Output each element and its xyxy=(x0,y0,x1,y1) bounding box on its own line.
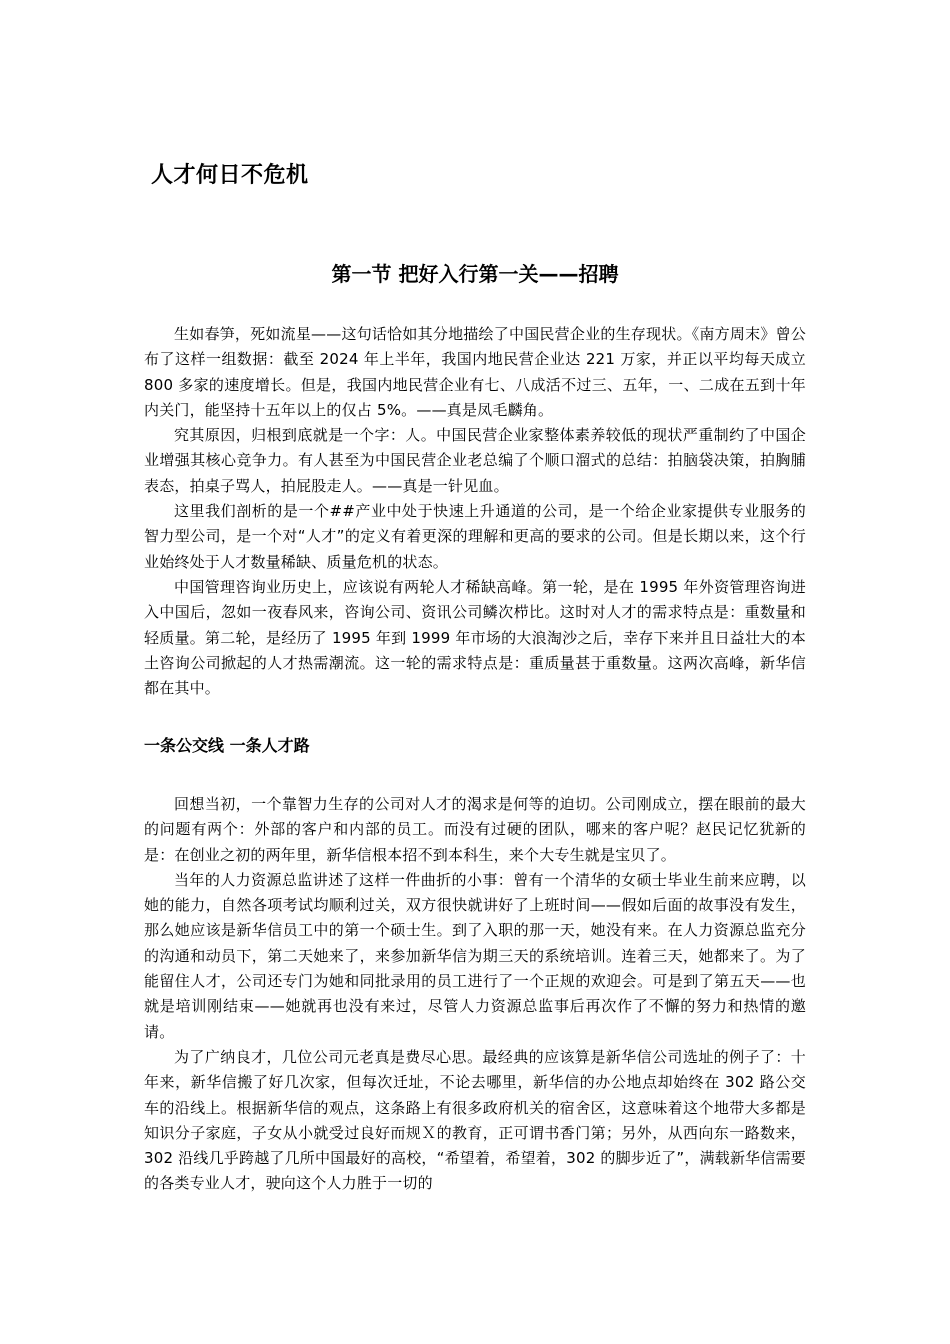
paragraph: 究其原因，归根到底就是一个字：人。中国民营企业家整体素养较低的现状严重制约了中国企业增强其核心竞争力。有人甚至为中国民营企业老总编了个顺口溜式的总结：拍脑袋决策，拍胸脯表态，拍桌子骂人，拍屁股走人。——真是一针见血。 xyxy=(144,426,806,495)
paragraph: 这里我们剖析的是一个##产业中处于快速上升通道的公司，是一个给企业家提供专业服务的智力型公司，是一个对“人才”的定义有着更深的理解和更高的要求的公司。但是长期以来，这个行业始终处于人才数量稀缺、质量危机的状态。 xyxy=(144,502,806,571)
subsection-heading: 一条公交线 一条人才路 xyxy=(144,736,310,755)
paragraph: 当年的人力资源总监讲述了这样一件曲折的小事：曾有一个清华的女硕士毕业生前来应聘，以她的能力，自然各项考试均顺利过关，双方很快就讲好了上班时间——假如后面的故事没有发生，那么她应该是新华信员工中的第一个硕士生。到了入职的那一天，她没有来。在人力资源总监充分的沟通和动员下，第二天她来了，来参加新华信为期三天的系统培训。连着三天，她都来了。为了能留住人才，公司还专门为她和同批录用的员工进行了一个正规的欢迎会。可是到了第五天——也就是培训刚结束——她就再也没有来过，尽管人力资源总监事后再次作了不懈的努力和热情的邀请。 xyxy=(144,870,806,1041)
section-heading: 第一节 把好入行第一关——招聘 xyxy=(331,262,619,286)
paragraph: 中国管理咨询业历史上，应该说有两轮人才稀缺高峰。第一轮，是在 1995 年外资管理咨询进入中国后，忽如一夜春风来，咨询公司、资讯公司鳞次栉比。这时对人才的需求特点是：重数量和轻质量。第二轮，是经历了 1995 年到 1999 年市场的大浪淘沙之后，幸存下来并且日益壮大的本土咨询公司掀起的人才热需潮流。这一轮的需求特点是：重质量甚于重数量。这两次高峰，新华信都在其中。 xyxy=(144,577,806,698)
section-1-body xyxy=(144,322,806,701)
paragraph: 为了广纳良才，几位公司元老真是费尽心思。最经典的应该算是新华信公司选址的例子了：十年来，新华信搬了好几次家，但每次迁址，不论去哪里，新华信的办公地点却始终在 302 路公交车的沿线上。根据新华信的观点，这条路上有很多政府机关的宿舍区，这意味着这个地带大多都是知识分子家庭，子女从小就受过良好而规Ｘ的教育，正可谓书香门第；另外，从西向东一路数来，302 沿线几乎跨越了几所中国最好的高校，“希望着，希望着，302 的脚步近了”，满载新华信需要的各类专业人才，驶向这个人力胜于一切的 xyxy=(144,1047,806,1193)
section-2-body xyxy=(144,792,806,1197)
document-title: 人才何日不危机 xyxy=(151,163,309,188)
paragraph: 生如春笋，死如流星——这句话恰如其分地描绘了中国民营企业的生存现状。《南方周末》曾公布了这样一组数据：截至 2024 年上半年，我国内地民营企业达 221 万家，并正以平均每天成立 800 多家的速度增长。但是，我国内地民营企业有七、八成活不过三、五年，一、二成在五到十年内关门，能坚持十五年以上的仅占 5%。——真是凤毛麟角。 xyxy=(144,325,806,419)
paragraph: 回想当初，一个靠智力生存的公司对人才的渴求是何等的迫切。公司刚成立，摆在眼前的最大的问题有两个：外部的客户和内部的员工。而没有过硬的团队，哪来的客户呢？赵民记忆犹新的是：在创业之初的两年里，新华信根本招不到本科生，来个大专生就是宝贝了。 xyxy=(144,795,806,864)
